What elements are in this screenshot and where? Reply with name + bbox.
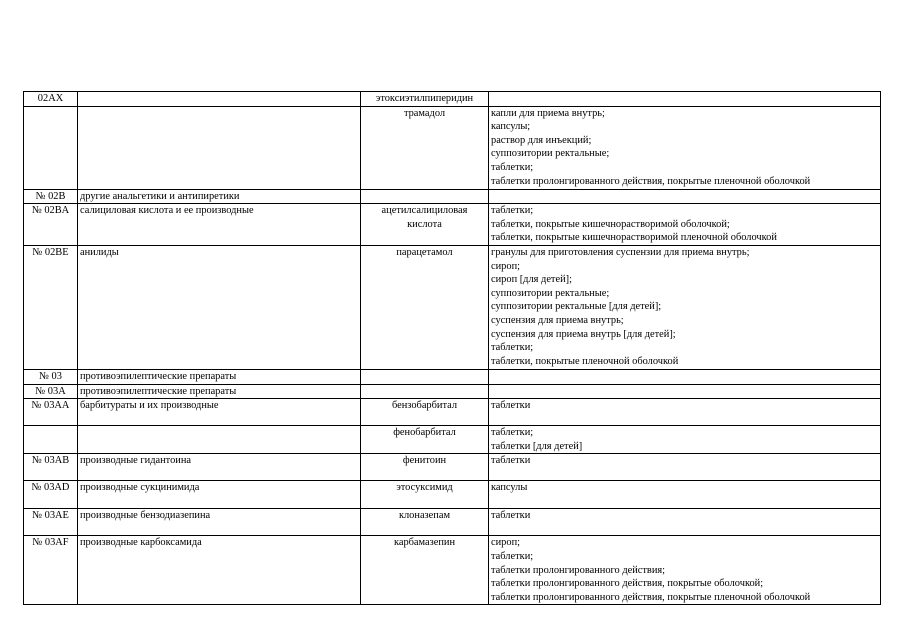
table-body: [24, 92, 881, 605]
atc-code-cell: № 03A: [24, 384, 78, 399]
drug-name-cell: [361, 189, 489, 204]
table-row: [24, 92, 881, 107]
drug-name-cell: фенитоин: [361, 454, 489, 481]
dosage-form-line: таблетки пролонгированного действия, покрытые пленочной оболочкой: [491, 591, 811, 603]
dosage-forms-cell: [489, 92, 881, 107]
atc-code-cell: № 03AF: [24, 536, 78, 605]
table-row: [24, 369, 881, 384]
atc-code-cell: № 02B: [24, 189, 78, 204]
atc-code-cell: [24, 426, 78, 454]
dosage-form-line: таблетки, покрытые кишечнорастворимой пленочной оболочкой: [491, 232, 777, 244]
group-name-cell: производные гидантоина: [78, 454, 361, 481]
drug-name-cell: клоназепам: [361, 509, 489, 536]
dosage-form-line: таблетки пролонгированного действия;: [491, 564, 666, 576]
table-row: [24, 509, 881, 536]
dosage-form-line: суппозитории ректальные;: [491, 287, 610, 299]
drug-name-cell: ацетилсалициловая кислота: [361, 204, 489, 246]
atc-code-cell: № 03AE: [24, 509, 78, 536]
table-row: [24, 399, 881, 426]
table-row: [24, 481, 881, 509]
drug-name-cell: трамадол: [361, 106, 489, 189]
group-name-cell: противоэпилептические препараты: [78, 369, 361, 384]
dosage-form-line: таблетки;: [491, 161, 534, 173]
dosage-form-line: сироп;: [491, 537, 521, 549]
drug-name-cell: бензобарбитал: [361, 399, 489, 426]
group-name-cell: производные сукцинимида: [78, 481, 361, 509]
table-row: [24, 536, 881, 605]
drug-name-cell: парацетамол: [361, 245, 489, 369]
dosage-form-line: таблетки;: [491, 550, 534, 562]
dosage-forms-cell: [489, 509, 881, 536]
dosage-forms-cell: [489, 426, 881, 454]
atc-code-cell: № 03AB: [24, 454, 78, 481]
group-name-cell: салициловая кислота и ее производные: [78, 204, 361, 246]
dosage-forms-cell: [489, 481, 881, 509]
dosage-form-line: капли для приема внутрь;: [491, 107, 605, 119]
group-name-cell: [78, 106, 361, 189]
atc-code-cell: № 03: [24, 369, 78, 384]
drug-list-table: [23, 91, 881, 605]
dosage-forms-cell: [489, 536, 881, 605]
dosage-forms-cell: [489, 384, 881, 399]
group-name-cell: барбитураты и их производные: [78, 399, 361, 426]
dosage-form-line: таблетки, покрытые пленочной оболочкой: [491, 355, 679, 367]
drug-name-cell: [361, 369, 489, 384]
dosage-form-line: сироп [для детей];: [491, 274, 572, 286]
drug-name-cell: этосуксимид: [361, 481, 489, 509]
group-name-cell: противоэпилептические препараты: [78, 384, 361, 399]
dosage-form-line: таблетки;: [491, 342, 534, 354]
dosage-form-line: капсулы: [491, 482, 528, 494]
table-row: [24, 189, 881, 204]
atc-code-cell: № 03AD: [24, 481, 78, 509]
table-row: [24, 245, 881, 369]
atc-code-cell: № 02BA: [24, 204, 78, 246]
dosage-forms-cell: [489, 204, 881, 246]
drug-name-cell: этоксиэтилпиперидин: [361, 92, 489, 107]
dosage-forms-cell: [489, 369, 881, 384]
dosage-form-line: суспензия для приема внутрь [для детей];: [491, 328, 676, 340]
atc-code-cell: № 02BE: [24, 245, 78, 369]
drug-name-cell: карбамазепин: [361, 536, 489, 605]
group-name-cell: анилиды: [78, 245, 361, 369]
dosage-form-line: таблетки [для детей]: [491, 440, 583, 452]
dosage-form-line: таблетки;: [491, 205, 534, 217]
table-row: [24, 106, 881, 189]
dosage-form-line: таблетки, покрытые кишечнорастворимой оболочкой;: [491, 218, 730, 230]
dosage-form-line: суппозитории ректальные;: [491, 148, 610, 160]
drug-name-cell: фенобарбитал: [361, 426, 489, 454]
group-name-cell: производные карбоксамида: [78, 536, 361, 605]
dosage-forms-cell: [489, 454, 881, 481]
table-row: [24, 454, 881, 481]
dosage-form-line: сироп;: [491, 260, 521, 272]
group-name-cell: другие анальгетики и антипиретики: [78, 189, 361, 204]
atc-code-cell: 02AX: [24, 92, 78, 107]
group-name-cell: производные бензодиазепина: [78, 509, 361, 536]
dosage-form-line: гранулы для приготовления суспензии для приема внутрь;: [491, 246, 750, 258]
group-name-cell: [78, 92, 361, 107]
dosage-forms-cell: [489, 245, 881, 369]
dosage-form-line: суспензия для приема внутрь;: [491, 314, 624, 326]
dosage-form-line: таблетки: [491, 510, 531, 522]
dosage-form-line: суппозитории ректальные [для детей];: [491, 301, 662, 313]
atc-code-cell: № 03AA: [24, 399, 78, 426]
dosage-form-line: таблетки: [491, 455, 531, 467]
group-name-cell: [78, 426, 361, 454]
table-row: [24, 204, 881, 246]
dosage-form-line: таблетки;: [491, 427, 534, 439]
dosage-form-line: капсулы;: [491, 121, 531, 133]
dosage-forms-cell: [489, 106, 881, 189]
dosage-form-line: таблетки пролонгированного действия, покрытые пленочной оболочкой: [491, 175, 811, 187]
dosage-forms-cell: [489, 399, 881, 426]
drug-name-cell: [361, 384, 489, 399]
table-row: [24, 384, 881, 399]
dosage-form-line: таблетки пролонгированного действия, покрытые оболочкой;: [491, 578, 764, 590]
dosage-form-line: раствор для инъекций;: [491, 134, 592, 146]
atc-code-cell: [24, 106, 78, 189]
table-row: [24, 426, 881, 454]
dosage-form-line: таблетки: [491, 400, 531, 412]
dosage-forms-cell: [489, 189, 881, 204]
